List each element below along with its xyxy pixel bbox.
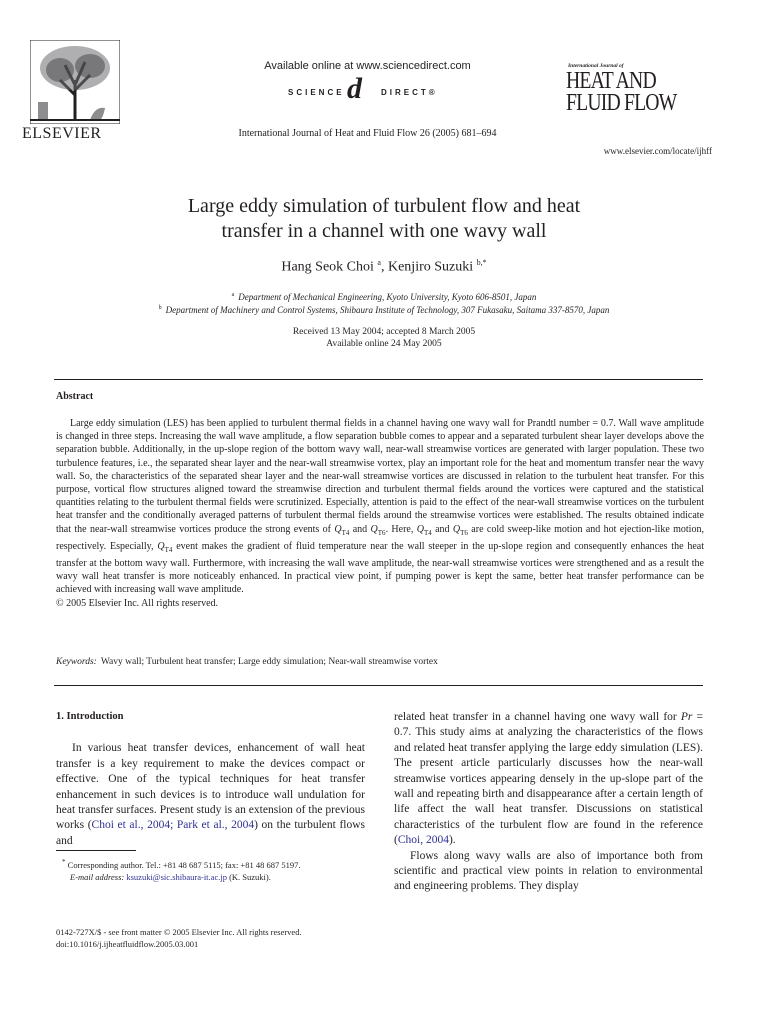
footnote-corresponding: Corresponding author. Tel.: +81 48 687 5115; fax: +81 48 687 5197. xyxy=(67,859,301,870)
q-sub: T4 xyxy=(164,545,173,554)
sciencedirect-at-icon: d xyxy=(347,72,362,105)
journal-logo-title xyxy=(566,70,689,114)
intro-p2-start: related heat transfer in a channel having one wavy wall for xyxy=(394,711,681,723)
affiliation-a-text: Department of Mechanical Engineering, Kyoto University, Kyoto 606-8501, Japan xyxy=(238,292,537,302)
title-line-1: Large eddy simulation of turbulent flow and heat xyxy=(187,195,581,217)
email-label: E-mail address: xyxy=(70,871,125,882)
available-line: Available online 24 May 2005 xyxy=(326,339,442,349)
affiliation-b-text: Department of Machinery and Control Systems, Shibaura Institute of Technology, 307 Fukasaku, Saitama 337-8570, Japan xyxy=(165,305,610,315)
intro-p2-text: = 0.7. This study aims at analyzing the characteristics of the flows and related heat transfer applying the large eddy simulation (LES). The present article particularly discusses how the near-wall streamwise vortices appearing densely in the up-slope part of the wall and repeating birth and disappearance after a certain length of life affect the wall heat transfer. Discussions on statistical characteristics of the turbulent flow are found in the reference ( xyxy=(394,711,703,847)
journal-citation: International Journal of Heat and Fluid Flow 26 (2005) 681–694 xyxy=(238,128,497,139)
q-symbol: Q xyxy=(416,523,424,535)
author-1: Hang Seok Choi xyxy=(281,259,374,275)
column-left xyxy=(56,709,365,849)
journal-logo-line1: HEAT AND xyxy=(566,68,656,94)
q-symbol: Q xyxy=(370,523,378,535)
keywords xyxy=(56,657,438,667)
author-2-affil: b,* xyxy=(476,258,487,267)
q-symbol: Q xyxy=(157,540,165,552)
abstract-copyright: © 2005 Elsevier Inc. All rights reserved. xyxy=(56,597,219,609)
intro-p2-end: ). xyxy=(448,834,456,847)
section-heading: 1. Introduction xyxy=(56,711,124,722)
prandtl-symbol: Pr xyxy=(680,711,693,723)
issn-line: 0142-727X/$ - see front matter © 2005 Elsevier Inc. All rights reserved. xyxy=(56,927,302,937)
abstract-text-3: event makes the gradient of fluid temperature near the wall steeper in the up-slope region and consequently enhances the heat transfer at the bottom wavy wall. Furthermore, with increasing the wall wave amplitude, the near-wall streamwise vortices were strengthened and as a result the wavy wall heat transfer is more noticeably enhanced. In practical view point, if pumping power is kept the same, better heat transfer performance can be achieved with increasing wall wave amplitude. xyxy=(56,540,704,596)
footnote-mark: * xyxy=(62,858,66,866)
intro-paragraph-1 xyxy=(56,741,365,849)
intro-p1-text: In various heat transfer devices, enhancement of wall heat transfer is a key requirement to make the devices compact or effective. One of the typical techniques for heat transfer enhancement in such devices is to introduce wall undulation for heat transfer surfaces. Present study is an extension of the previous works ( xyxy=(56,742,365,832)
authors: Hang Seok Choi $^a$, Kenjiro Suzuki $^{b,*}$ xyxy=(281,258,487,275)
elsevier-wordmark: ELSEVIER xyxy=(22,125,102,142)
q-symbol: Q xyxy=(452,523,461,535)
received-line: Received 13 May 2004; accepted 8 March 2005 xyxy=(292,327,476,337)
q-sub: T4 xyxy=(341,528,350,537)
author-1-affil: a xyxy=(377,258,381,267)
affiliation-b-mark: b xyxy=(158,305,162,311)
intro-p1-end: ) on the turbulent flows and xyxy=(56,819,365,847)
journal-logo xyxy=(566,63,716,114)
footnote-line-1 xyxy=(56,856,365,871)
intro-paragraph-2 xyxy=(394,710,703,849)
journal-logo-line2: FLUID FLOW xyxy=(566,90,677,116)
reference-link[interactable]: Choi, 2004 xyxy=(397,834,449,847)
journal-logo-small: International Journal of xyxy=(568,63,624,69)
elsevier-logo xyxy=(22,40,132,143)
reference-link[interactable]: Choi et al., 2004; Park et al., 2004 xyxy=(91,819,255,832)
footnote-line-2 xyxy=(56,871,365,883)
footnote-divider xyxy=(56,850,136,851)
column-right xyxy=(394,710,703,895)
received-dates xyxy=(0,326,768,350)
q-sub: T6 xyxy=(460,528,468,537)
abstract-body xyxy=(56,417,704,610)
journal-url[interactable]: www.elsevier.com/locate/ijhff xyxy=(603,146,712,156)
q-sub: T6 xyxy=(377,528,386,537)
and-text: and xyxy=(431,523,453,535)
doi-line[interactable]: doi:10.1016/j.ijheatfluidflow.2005.03.001 xyxy=(56,939,199,949)
author-2: Kenjiro Suzuki xyxy=(387,259,474,275)
affiliation-b xyxy=(0,305,768,315)
abstract-text-2: are cold sweep-like motion and hot ejection-like motion, respectively. Especially, xyxy=(56,523,704,552)
and-text: and xyxy=(349,523,371,535)
email-name: (K. Suzuki). xyxy=(229,871,271,882)
divider-bottom xyxy=(54,685,703,686)
article-title xyxy=(0,194,768,244)
keywords-label: Keywords: xyxy=(56,657,97,667)
here-text: . Here, xyxy=(385,523,417,535)
divider-top xyxy=(54,379,703,380)
sciencedirect-left: SCIENCE xyxy=(288,88,345,97)
affiliation-a-mark: a xyxy=(231,292,235,298)
keywords-text: Wavy wall; Turbulent heat transfer; Large eddy simulation; Near-wall streamwise vortex xyxy=(100,657,438,667)
intro-paragraph-3: Flows along wavy walls are also of importance both from scientific and practical view points in relation to environmental and engineering problems. They display xyxy=(394,849,703,893)
abstract-heading: Abstract xyxy=(56,391,94,402)
sciencedirect-logo xyxy=(250,72,490,106)
front-matter xyxy=(56,926,386,950)
email-link[interactable]: ksuzuki@sic.shibaura-it.ac.jp xyxy=(126,871,227,882)
elsevier-tree-icon xyxy=(30,40,120,124)
sciencedirect-right: DIRECT® xyxy=(381,88,438,97)
q-symbol: Q xyxy=(334,523,342,535)
available-online-text: Available online at www.sciencedirect.com xyxy=(264,60,471,72)
abstract-text-1: Large eddy simulation (LES) has been applied to turbulent thermal fields in a channel having one wavy wall for Prandtl number = 0.7. Wall wave amplitude is changed in three steps. Increasing the wall wave amplitude, a flow separation bubble comes to appear and a separated turbulent shear layer develops above the separation bubble. Additionally, in the up-slope region of the bottom wavy wall, near-wall streamwise vortices are generated with larger population. These two turbulence features, i.e., the separated shear layer and the near-wall streamwise vortex, play an important role for the heat and momentum transfer near the wavy wall. So, the characteristics of the separated shear layer and the near-wall streamwise vortices are discussed in relation to the turbulent heat transfer. For this purpose, vortical flow structures aligned toward the streamwise direction and turbulent thermal fields around the vortices were captured and the statistical quantities relating to the turbulent thermal fields were scrutinized. Especially, attention is paid to the effect of the near-wall streamwise vortices on the turbulent heat transfer and the conditionally averaged patterns of turbulent thermal fields around the streamwise vortices were established. The results obtained indicate that the near-wall streamwise vortices produce the strong events of xyxy=(56,418,704,535)
affiliation-a xyxy=(0,292,768,302)
footnote xyxy=(56,856,365,883)
title-line-2: transfer in a channel with one wavy wall xyxy=(221,220,547,242)
q-sub: T4 xyxy=(423,528,432,537)
